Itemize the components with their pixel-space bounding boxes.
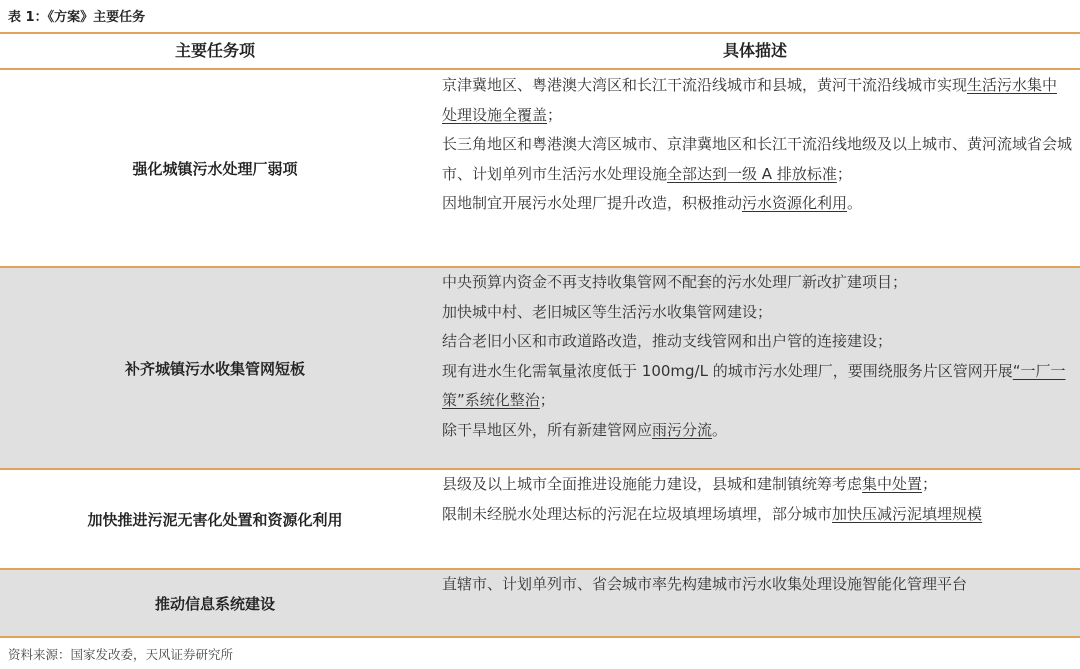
text: 限制未经脱水处理达标的污泥在垃圾填埋场填埋，部分城市	[442, 504, 833, 523]
table-caption: 表 1：《方案》主要任务	[8, 10, 146, 25]
bottom-rule	[0, 636, 1080, 638]
description-cell	[442, 570, 1072, 600]
task-cell: 加快推进污泥无害化处置和资源化利用	[87, 510, 343, 529]
table-header	[0, 33, 1080, 69]
text: ；	[547, 105, 563, 124]
description-line	[442, 470, 1072, 500]
description-line	[442, 500, 1072, 530]
description-line	[442, 189, 1072, 219]
highlight-text: “一厂一策”系统化整治	[442, 361, 1066, 409]
highlight-text: 生活污水集中处理设施全覆盖	[442, 76, 1058, 124]
description-line	[442, 416, 1072, 446]
task-cell: 推动信息系统建设	[154, 594, 275, 613]
text: 长三角地区和粤港澳大湾区城市、京津冀地区和长江干流沿线地级及以上城市、黄河流域省会城市、计划单列市生活污水处理设施	[442, 135, 1073, 183]
description-cell	[442, 71, 1072, 219]
text: 除干旱地区外，所有新建管网应	[442, 420, 653, 439]
table-row	[0, 71, 1080, 266]
description-line: 直辖市、计划单列市、省会城市率先构建城市污水收集处理设施智能化管理平台	[442, 575, 968, 593]
text: 京津冀地区、粤港澳大湾区和长江干流沿线城市和县城，黄河干流沿线城市实现	[442, 76, 968, 94]
header-rule	[0, 68, 1080, 70]
text: ；	[539, 391, 555, 409]
highlight-text: 雨污分流	[652, 420, 713, 439]
highlight-text: 污水资源化利用	[742, 194, 848, 212]
table-row	[0, 570, 1080, 636]
table-row	[0, 470, 1080, 568]
description-line	[442, 130, 1072, 189]
table-row	[0, 268, 1080, 468]
description-line: 结合老旧小区和市政道路改造，推动支线管网和出户管的连接建设；	[442, 332, 893, 350]
text: ；	[922, 475, 938, 493]
description-line	[442, 71, 1072, 130]
description-line	[442, 357, 1072, 416]
description-cell	[442, 470, 1072, 529]
text: 现有进水生化需氧量浓度低于 100mg/L 的城市污水处理厂，要围绕服务片区管网开展	[442, 361, 1013, 380]
text: ；	[836, 164, 852, 183]
text: 。	[847, 194, 863, 212]
source-note: 资料来源：国家发改委，天风证券研究所	[8, 647, 234, 662]
description-line: 中央预算内资金不再支持收集管网不配套的污水处理厂新改扩建项目；	[442, 273, 908, 291]
text: 。	[712, 420, 728, 439]
highlight-text: 集中处置	[862, 475, 923, 493]
task-cell: 强化城镇污水处理厂弱项	[132, 160, 298, 178]
highlight-text: 全部达到一级 A 排放标准	[667, 164, 837, 183]
highlight-text: 加快压减污泥填埋规模	[832, 504, 983, 523]
task-cell: 补齐城镇污水收集管网短板	[124, 359, 305, 378]
text: 因地制宜开展污水处理厂提升改造，积极推动	[442, 194, 743, 212]
description-cell	[442, 268, 1072, 445]
text: 县级及以上城市全面推进设施能力建设，县城和建制镇统筹考虑	[442, 475, 863, 493]
header-description: 具体描述	[722, 41, 787, 60]
description-line: 加快城中村、老旧城区等生活污水收集管网建设；	[442, 302, 773, 321]
header-task: 主要任务项	[174, 41, 255, 60]
